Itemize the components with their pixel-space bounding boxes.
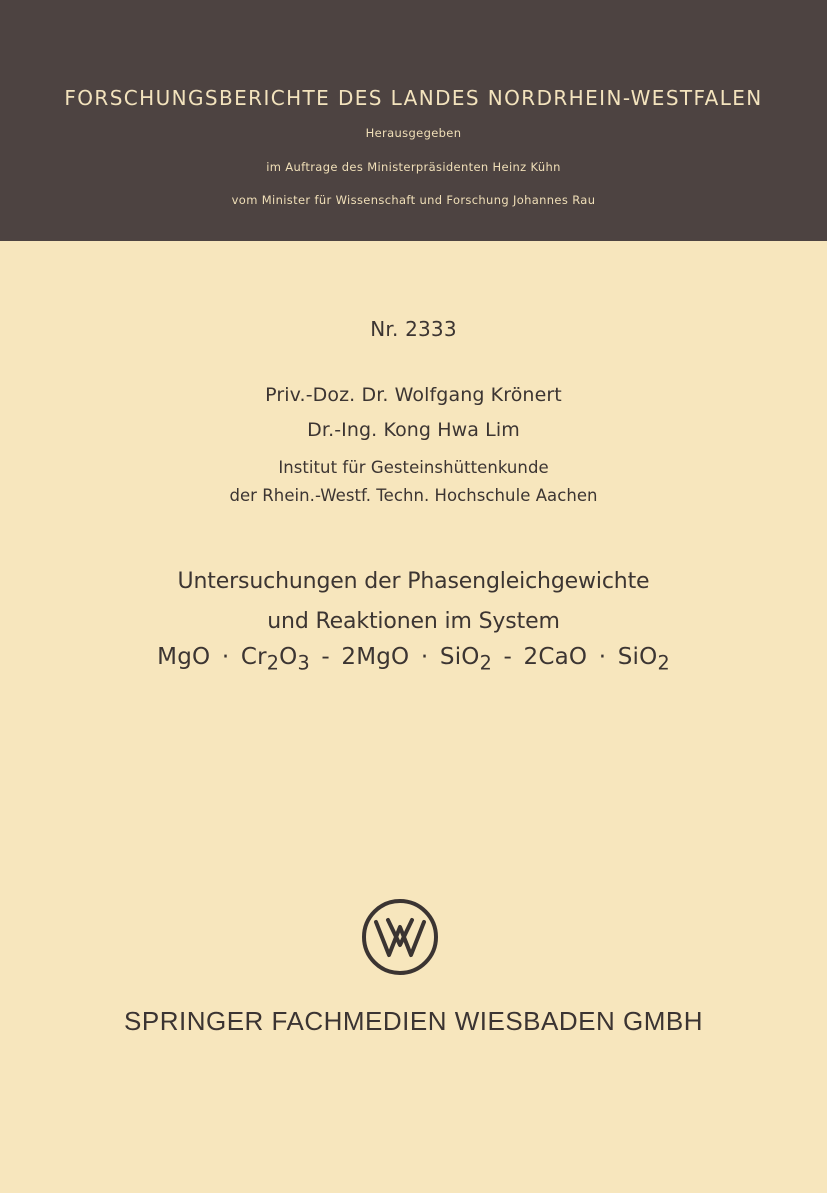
series-header-band — [0, 0, 827, 241]
formula-part-2: O — [279, 644, 298, 670]
formula-part-1: MgO · Cr — [157, 644, 267, 670]
institute-line-2: der Rhein.-Westf. Techn. Hochschule Aachen — [229, 486, 598, 505]
formula-subscript-4: 2 — [657, 651, 670, 675]
editor-line-1: Herausgegeben — [365, 126, 462, 140]
publisher-name: SPRINGER FACHMEDIEN WIESBADEN GMBH — [124, 1006, 703, 1036]
title-line-1: Untersuchungen der Phasengleichgewichte — [177, 569, 650, 594]
series-title: FORSCHUNGSBERICHTE DES LANDES NORDRHEIN-WESTFALEN — [64, 86, 763, 110]
title-line-2: und Reaktionen im System — [267, 609, 560, 634]
formula-part-4: - 2CaO · SiO — [491, 644, 658, 670]
institute-line-1: Institut für Gesteinshüttenkunde — [278, 458, 549, 477]
vw-logo-icon — [360, 897, 440, 977]
editor-line-2: im Auftrage des Ministerpräsidenten Heinz Kühn — [266, 160, 561, 174]
report-number: Nr. 2333 — [370, 317, 457, 341]
author-1: Priv.-Doz. Dr. Wolfgang Krönert — [265, 384, 562, 406]
formula-subscript-2: 3 — [297, 651, 310, 675]
author-2: Dr.-Ing. Kong Hwa Lim — [307, 419, 520, 441]
formula-part-3: - 2MgO · SiO — [309, 644, 480, 670]
chemical-formula — [0, 644, 827, 675]
editor-line-3: vom Minister für Wissenschaft und Forschung Johannes Rau — [231, 193, 596, 207]
formula-subscript-3: 2 — [479, 651, 492, 675]
formula-subscript-1: 2 — [266, 651, 280, 675]
